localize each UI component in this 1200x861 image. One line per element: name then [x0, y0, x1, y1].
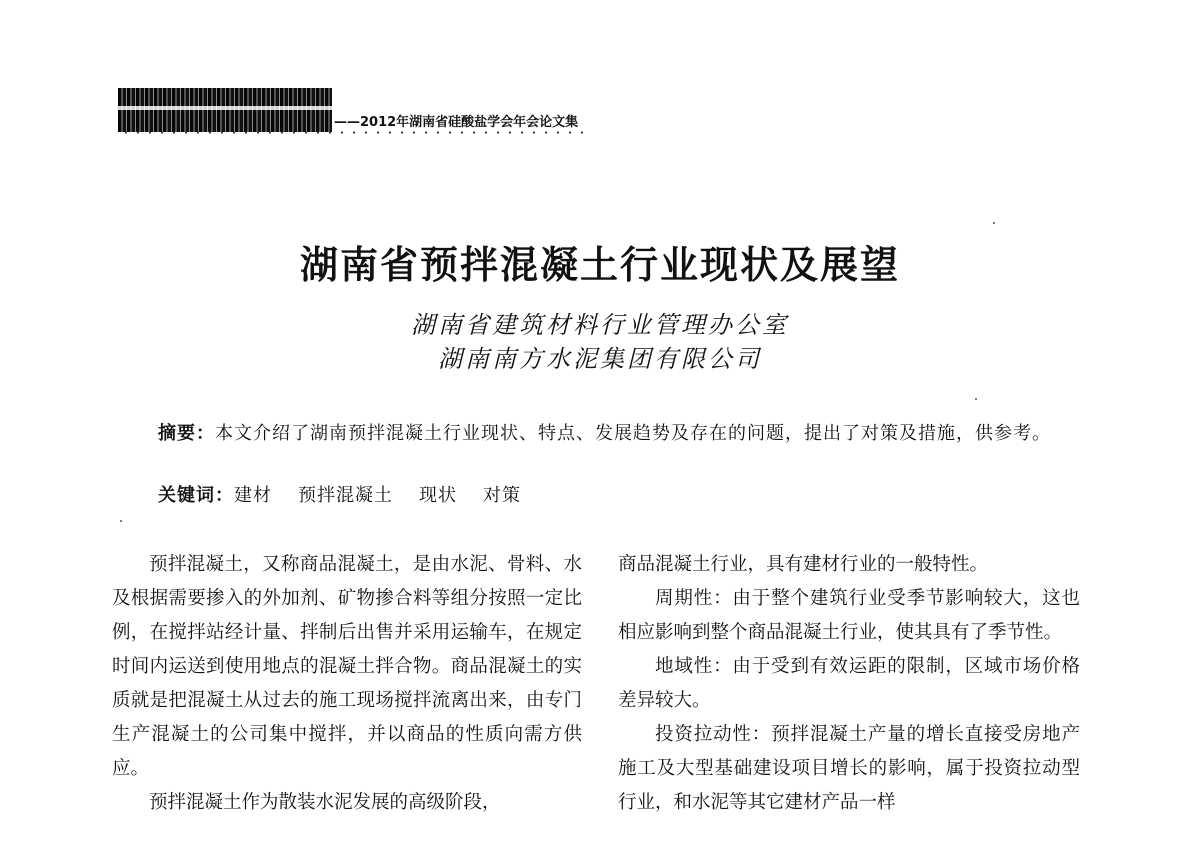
paper-title: 湖南省预拌混凝土行业现状及展望 [299, 242, 900, 287]
scan-speck [993, 222, 995, 224]
paragraph: 预拌混凝土，又称商品混凝土，是由水泥、骨料、水及根据需要掺入的外加剂、矿物掺合料等组分按照一定比例，在搅拌站经计量、拌制后出售并采用运输车，在规定时间内运送到使用地点的混凝土拌合物。商品混凝土的实质就是把混凝土从过去的施工现场搅拌流离出来，由专门生产混凝土的公司集中搅拌，并以商品的性质向需方供应。 [112, 554, 582, 779]
keyword: 现状 [419, 485, 457, 506]
abstract-label: 摘要： [158, 423, 215, 444]
author-organization-2: 湖南南方水泥集团有限公司 [438, 345, 762, 373]
keyword: 预拌混凝土 [298, 485, 393, 506]
paragraph: 周期性：由于整个建筑行业受季节影响较大，这也相应影响到整个商品混凝土行业，使其具有了季节性。 [618, 588, 1080, 643]
scan-speck [975, 398, 977, 400]
series-header: ——2012年湖南省硅酸盐学会年会论文集 [334, 115, 579, 130]
abstract-text: 本文介绍了湖南预拌混凝土行业现状、特点、发展趋势及存在的问题，提出了对策及措施，供参考。 [215, 423, 1051, 444]
keyword: 对策 [483, 485, 521, 506]
paragraph: 投资拉动性：预拌混凝土产量的增长直接受房地产施工及大型基础建设项目增长的影响，属于投资拉动型行业，和水泥等其它建材产品一样 [618, 724, 1080, 813]
keyword: 建材 [234, 485, 272, 506]
keywords [158, 481, 547, 511]
body-column-left [112, 548, 582, 820]
header-dotted-rule [120, 131, 590, 134]
body-column-right [618, 548, 1080, 820]
paragraph: 商品混凝土行业，具有建材行业的一般特性。 [618, 554, 989, 575]
series-logo-block [118, 88, 332, 132]
scan-speck [120, 520, 122, 522]
keywords-label: 关键词： [158, 485, 234, 506]
abstract [118, 419, 1083, 449]
author-organization-1: 湖南省建筑材料行业管理办公室 [411, 311, 789, 339]
paragraph: 预拌混凝土作为散装水泥发展的高级阶段， [149, 792, 501, 813]
paragraph: 地域性：由于受到有效运距的限制，区域市场价格差异较大。 [618, 656, 1080, 711]
